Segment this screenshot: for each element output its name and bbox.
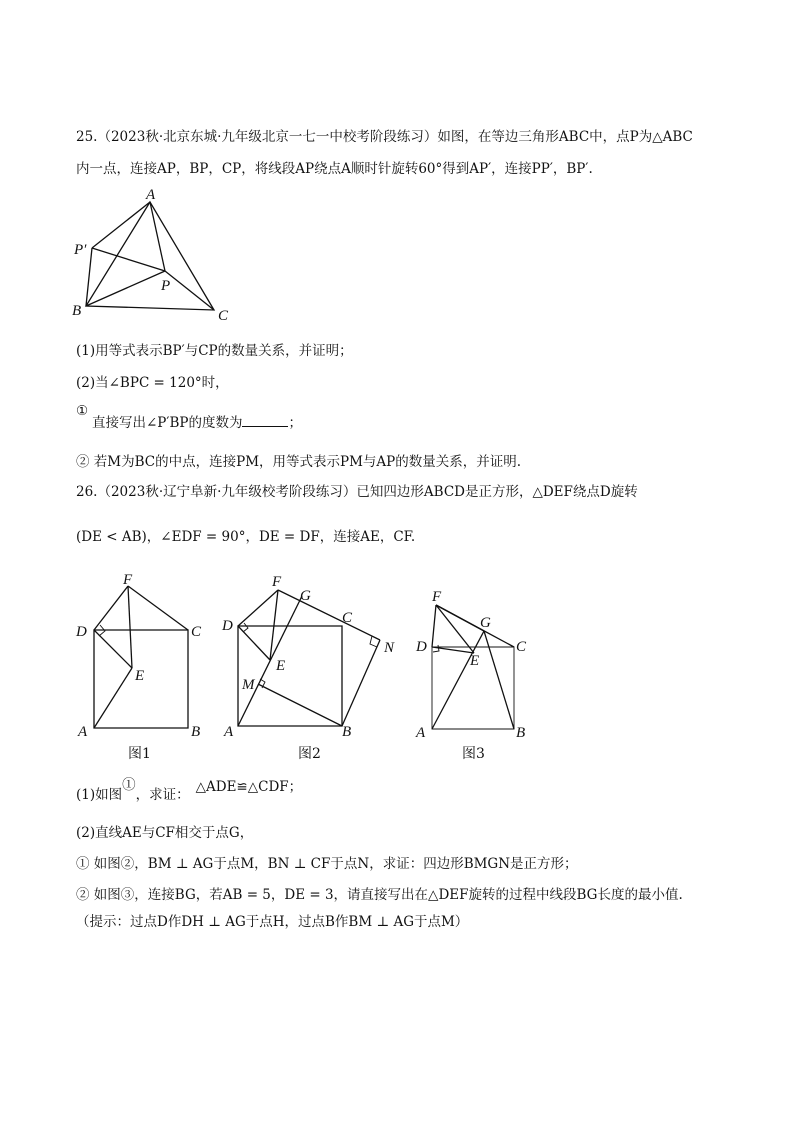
label-p: P [161, 278, 171, 294]
q26-hint: （提示：过点D作DH ⊥ AG于点H，过点B作BM ⊥ AG于点M） [76, 914, 469, 930]
q25-sub2: ② 若M为BC的中点，连接PM，用等式表示PM与AP的数量关系，并证明. [76, 454, 522, 470]
label-m: M [242, 677, 255, 693]
caption-fig3: 图3 [462, 746, 485, 762]
segment-cp [165, 271, 214, 310]
segment-gb [484, 631, 514, 729]
q25-figure [66, 182, 246, 324]
q26-figure-1 [70, 570, 220, 770]
answer-blank[interactable] [242, 414, 288, 427]
label-f: F [432, 589, 442, 605]
label-c: C [191, 624, 202, 640]
segment-nb [342, 640, 380, 726]
q25-part2: (2)当∠BPC = 120°时， [76, 375, 229, 391]
segment-df [432, 605, 436, 647]
segment-ae [94, 668, 132, 728]
label-e: E [135, 668, 145, 684]
label-g: G [480, 615, 491, 631]
label-d: D [222, 618, 233, 634]
label-b: B [342, 724, 352, 740]
q26-part2: (2)直线AE与CF相交于点G， [76, 825, 254, 841]
label-e: E [276, 658, 286, 674]
triangle-abc [86, 202, 214, 310]
q26-part1-c: △ADE≌△CDF； [195, 779, 303, 795]
segment-de [238, 626, 270, 660]
label-f: F [272, 574, 282, 590]
q26-part1-circle: ① [122, 777, 136, 793]
segment-bp [86, 271, 165, 306]
label-n: N [384, 640, 395, 656]
segment-fc [128, 586, 188, 630]
label-g: G [300, 588, 311, 604]
q26-figure-3 [410, 585, 540, 770]
q26-sub2: ② 如图③，连接BG，若AB = 5，DE = 3，请直接写出在△DEF旋转的过程中线段BG长度的最小值. [76, 887, 683, 903]
q25-stem-line1: 25.（2023秋·北京东城·九年级北京一七一中校考阶段练习）如图，在等边三角形ABC中，点P为△ABC [76, 129, 693, 145]
segment-ag [432, 631, 484, 729]
q25-sub1-circle: ① [76, 403, 89, 419]
label-b: B [72, 303, 82, 319]
segment-fe [270, 590, 278, 660]
q25-sub1 [92, 414, 302, 432]
q25-part1: (1)用等式表示BP′与CP的数量关系，并证明； [76, 343, 353, 359]
segment-df [238, 590, 278, 626]
segment-mb [258, 684, 342, 726]
label-d: D [76, 624, 87, 640]
right-angle-d [243, 623, 248, 632]
q25-sub1-text: 直接写出∠P′BP的度数为 [92, 415, 243, 431]
label-a: A [146, 187, 156, 203]
label-a: A [416, 725, 426, 741]
segment-fg [436, 605, 484, 631]
q26-figure-2 [220, 570, 410, 770]
segment-ap [150, 202, 165, 271]
label-c: C [516, 639, 527, 655]
label-b: B [516, 725, 526, 741]
segment-ap1 [92, 202, 150, 248]
label-b: B [191, 724, 201, 740]
q26-sub1: ① 如图②，BM ⊥ AG于点M，BN ⊥ CF于点N，求证：四边形BMGN是正方形； [76, 856, 578, 872]
q26-part1-a: (1)如图 [76, 787, 123, 803]
q25-sub1-end: ； [288, 415, 302, 431]
label-c: C [218, 308, 229, 324]
segment-p1p [92, 248, 165, 271]
q26-part1 [76, 777, 303, 804]
label-e: E [470, 653, 480, 669]
segment-df [94, 586, 128, 630]
segment-fe [128, 586, 132, 668]
segment-ag [238, 596, 302, 726]
q26-stem-line2: (DE < AB)，∠EDF = 90°，DE = DF，连接AE，CF. [76, 529, 416, 545]
caption-fig2: 图2 [298, 746, 321, 762]
square-abcd [238, 626, 342, 726]
q26-stem-line1: 26.（2023秋·辽宁阜新·九年级校考阶段练习）已知四边形ABCD是正方形，△DEF绕点D旋转 [76, 484, 638, 500]
label-d: D [416, 639, 427, 655]
q26-part1-b: ，求证： [135, 787, 190, 803]
label-f: F [123, 572, 133, 588]
label-p1: P′ [74, 242, 87, 258]
caption-fig1: 图1 [128, 746, 151, 762]
segment-fe [436, 605, 474, 653]
label-c: C [342, 610, 353, 626]
label-a: A [224, 724, 234, 740]
q25-stem-line2: 内一点，连接AP，BP，CP，将线段AP绕点A顺时针旋转60°得到AP′，连接PP′，BP′. [76, 161, 593, 177]
label-a: A [78, 724, 88, 740]
